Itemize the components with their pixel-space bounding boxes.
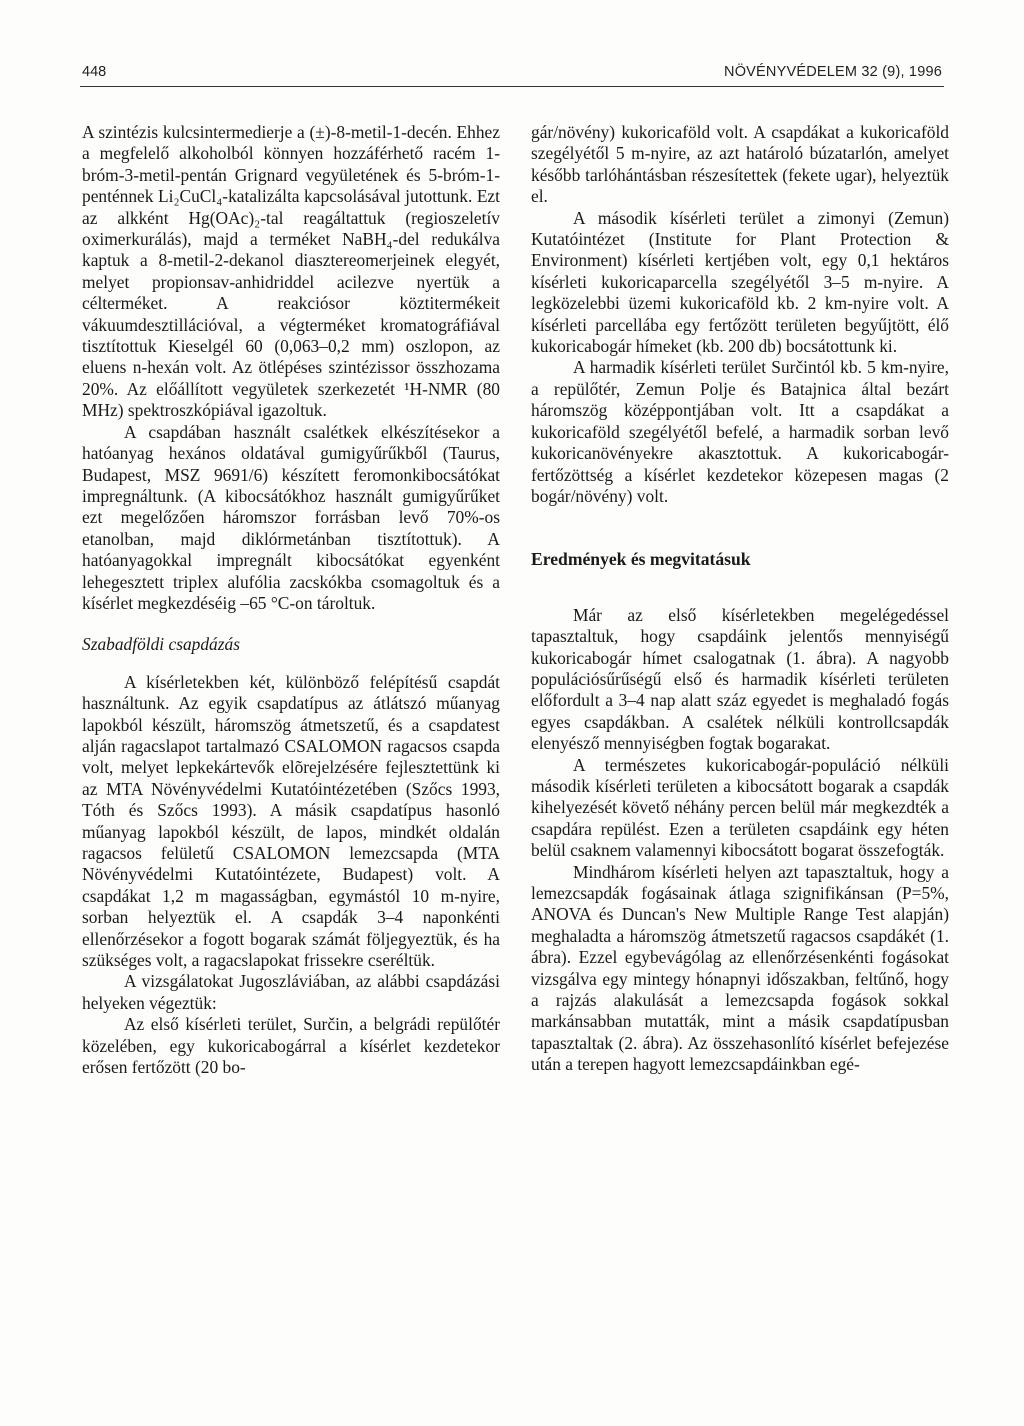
- paragraph-first-site: Az első kísérleti terület, Surčin, a belgrádi repülőtér közelében, egy kukoricabogárral a kísérlet kezdetekor erősen fertőzött (20 bo-: [82, 1014, 500, 1078]
- running-header: [82, 64, 942, 86]
- header-rule: [80, 86, 944, 87]
- paragraph-lure-preparation: A csapdában használt csalétkek elkészítésekor a hatóanyag hexános oldatával gumigyűrűkből (Taurus, Budapest, MSZ 9691/6) készített feromonkibocsátókat impregnáltunk. (A kibocsátókhoz használt gumigyűrűket ezt megelőzően háromszor forrásban levő 70%-os etanolban, majd diklórmetánban tisztítottuk). A hatóanyagokkal impregnált kibocsátókat egyenként lehegesztett triplex alufólia zacskókba csomagoltuk és a kísérlet megkezdéséig –65 °C-on tároltuk.: [82, 421, 500, 613]
- paragraph-results-1: Már az első kísérletekben megelégedéssel tapasztaltuk, hogy csapdáink jelentős mennyiségű kukoricabogár hímet csalogatnak (1. ábra). A nagyobb populációsűrűségű első és harmadik kísérleti területen előfordult a 3–4 nap alatt száz egyedet is meghaladó fogás egyes csapdákban. A csalétek nélküli kontrollcsapdák elenyésző mennyiségben fogtak bogarakat.: [531, 604, 949, 754]
- left-column: [82, 122, 500, 1078]
- paragraph-locations-intro: A vizsgálatokat Jugoszláviában, az alábbi csapdázási helyeken végeztük:: [82, 971, 500, 1013]
- subsection-heading: Szabadföldi csapdázás: [82, 634, 240, 655]
- paragraph-synthesis: A szintézis kulcsintermedierje a (±)-8-metil-1-decén. Ehhez a megfelelő alkoholból könnyen hozzáférhető racém 1-bróm-3-metil-pentán Grignard vegyületének és 5-bróm-1-penténnek Li₂CuCl₄-katalizálta kapcsolásával jutottunk. Ezt az alkként Hg(OAc)₂-tal reagáltattuk (regioszeletív oximerkurálás), majd a terméket NaBH₄-del redukálva kaptuk a 8-metil-2-dekanol diasztereomerjeinek elegyét, melyet propionsav-anhidriddel acilezve nyertük a célterméket. A reakciósor köztitermékeit vákuumdesztillációval, a végterméket kromatográfiával tisztítottuk Kieselgél 60 (0,063–0,2 mm) oszlopon, az eluens n-hexán volt. Az ötlépéses szintézissor összhozama 20%. Az előállított vegyületek szerkezetét ¹H-NMR (80 MHz) spektroszkópiával igazoltuk.: [82, 122, 500, 421]
- right-column: [531, 122, 949, 1076]
- paragraph-results-3: Mindhárom kísérleti helyen azt tapasztaltuk, hogy a lemezcsapdák fogásainak átlaga szignifikánsan (P=5%, ANOVA és Duncan's New Multiple Range Test alapján) meghaladta a háromszög átmetszetű ragacsos csapdákét (1. ábra). Ezzel egybevágólag az ellenőrzésenkénti fogásokat vizsgálva egy mintegy hónapnyi időszakban, feltűnő, hogy a rajzás alakulását a lemezcsapda fogások sokkal markánsabban mutatták, mint a másik csapdatípusban tapasztaltak (2. ábra). Az összehasonlító kísérlet befejezése után a terepen hagyott lemezcsapdáinkban egé-: [531, 861, 949, 1075]
- paragraph-trap-types: A kísérletekben két, különböző felépítésű csapdát használtunk. Az egyik csapdatípus az átlátszó műanyag lapokból készült, háromszög átmetszetű, és a csapdatest alján ragacslapot tartalmazó CSALOMON ragacsos csapda volt, melyet lepkekártevők elõrejelzésére fejlesztettünk ki az MTA Növényvédelmi Kutatóintézetében (Szőcs 1993, Tóth és Szőcs 1993). A másik csapdatípus hasonló műanyag lapokból készült, de lapos, mindkét oldalán ragacsos felületű CSALOMON lemezcsapda (MTA Növényvédelmi Kutatóintézete, Budapest) volt. A csapdákat 1,2 m magasságban, egymástól 10 m-nyire, sorban helyeztük el. A csapdák 3–4 naponkénti ellenőrzésekor a fogott bogarak számát följegyeztük, és ha szükséges volt, a ragacslapokat frissekre cseréltük.: [82, 671, 500, 971]
- paragraph-results-2: A természetes kukoricabogár-populáció nélküli második kísérleti területen a kibocsátott bogarak a csapdák kihelyezését követő néhány percen belül már megkezdték a csapdára repülést. Ezen a területen csapdáink egy héten belül csaknem valamennyi kibocsátott bogarat összefogták.: [531, 754, 949, 861]
- paragraph-second-site: A második kísérleti terület a zimonyi (Zemun) Kutatóintézet (Institute for Plant Protection & Environment) kísérleti kertjében volt, egy 0,1 hektáros kísérleti kukoricaparcella szegélyétől 3–5 m-nyire. A legközelebbi üzemi kukoricaföld kb. 2 km-nyire volt. A kísérleti parcellába egy fertőzött területen begyűjtött, élő kukoricabogár hímeket (kb. 200 db) bocsátottunk ki.: [531, 207, 949, 357]
- journal-citation: NÖVÉNYVÉDELEM 32 (9), 1996: [724, 64, 942, 80]
- page-number: 448: [82, 64, 107, 80]
- section-heading: Eredmények és megvitatásuk: [531, 549, 751, 570]
- paragraph-first-site-cont: gár/növény) kukoricaföld volt. A csapdákat a kukoricaföld szegélyétől 5 m-nyire, az azt határoló búzatarlón, amelyet később tarlóhántásban részesítettek (fekete ugar), helyeztük el.: [531, 122, 949, 207]
- paragraph-third-site: A harmadik kísérleti terület Surčintól kb. 5 km-nyire, a repülőtér, Zemun Polje és Batajnica által bezárt háromszög középpontjában volt. Itt a csapdákat a kukoricaföld szegélyétől befelé, a harmadik sorban levő kukoricanövényekre akasztottuk. A kukoricabogár-fertőzöttség a kísérlet kezdetekor közepesen magas (2 bogár/növény) volt.: [531, 357, 949, 506]
